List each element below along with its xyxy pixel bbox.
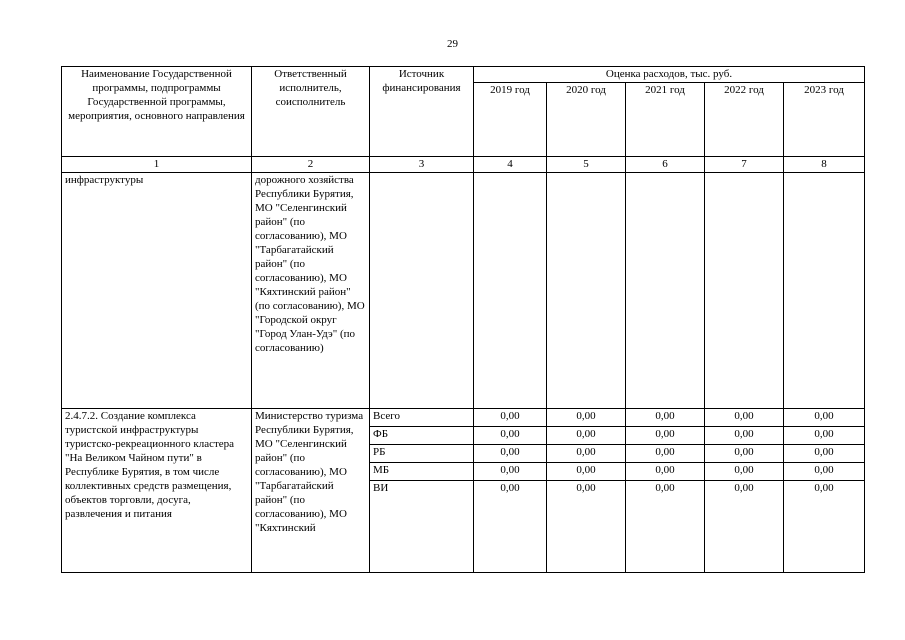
empty-cell — [784, 173, 865, 409]
column-number: 2 — [252, 157, 370, 173]
empty-cell — [547, 173, 626, 409]
value-cell: 0,00 — [626, 463, 705, 481]
row-responsible: Министерство туризма Республики Бурятия, МО "Селенгинский район" (по согласованию), МО "Тарбагатайский район" (по согласованию), МО "Кяхтинский — [252, 409, 370, 573]
value-cell: 0,00 — [626, 445, 705, 463]
row-name: 2.4.7.2. Создание комплекса туристской инфраструктуры туристско-рекреационного кластера "На Великом Чайном пути" в Республике Бурятия, в том числе коллективных средств размещения, объектов торговли, досуга, развлечения и питания — [62, 409, 252, 573]
header-year: 2020 год — [547, 83, 626, 157]
column-number: 3 — [370, 157, 474, 173]
value-cell: 0,00 — [784, 445, 865, 463]
page-number: 29 — [447, 38, 458, 50]
value-cell: 0,00 — [474, 427, 547, 445]
value-cell: 0,00 — [474, 409, 547, 427]
value-cell: 0,00 — [705, 481, 784, 573]
empty-cell — [626, 173, 705, 409]
value-cell: 0,00 — [474, 463, 547, 481]
header-year: 2021 год — [626, 83, 705, 157]
column-number: 8 — [784, 157, 865, 173]
value-cell: 0,00 — [784, 481, 865, 573]
table-row — [62, 409, 865, 427]
value-cell: 0,00 — [626, 427, 705, 445]
source-label: МБ — [370, 463, 474, 481]
value-cell: 0,00 — [547, 409, 626, 427]
value-cell: 0,00 — [705, 427, 784, 445]
row-name: инфраструктуры — [62, 173, 252, 409]
value-cell: 0,00 — [784, 463, 865, 481]
header-year: 2022 год — [705, 83, 784, 157]
value-cell: 0,00 — [547, 463, 626, 481]
empty-cell — [474, 173, 547, 409]
budget-table — [61, 66, 865, 573]
empty-cell — [705, 173, 784, 409]
value-cell: 0,00 — [474, 481, 547, 573]
header-name: Наименование Государственной программы, подпрограммы Государственной программы, мероприятия, основного направления — [62, 67, 252, 157]
header-responsible: Ответственный исполнитель, соисполнитель — [252, 67, 370, 157]
header-year: 2023 год — [784, 83, 865, 157]
table-row — [62, 173, 865, 409]
value-cell: 0,00 — [705, 445, 784, 463]
value-cell: 0,00 — [547, 445, 626, 463]
value-cell: 0,00 — [474, 445, 547, 463]
column-number: 1 — [62, 157, 252, 173]
column-number-row — [62, 157, 865, 173]
source-label: Всего — [370, 409, 474, 427]
header-costs: Оценка расходов, тыс. руб. — [474, 67, 865, 83]
source-label: ВИ — [370, 481, 474, 573]
value-cell: 0,00 — [547, 481, 626, 573]
row-responsible: дорожного хозяйства Республики Бурятия, МО "Селенгинский район" (по согласованию), МО "Тарбагатайский район" (по согласованию), МО "Кяхтинский район" (по согласованию), МО "Городской округ "Город Улан-Удэ" (по согласованию) — [252, 173, 370, 409]
header-row — [62, 67, 865, 83]
value-cell: 0,00 — [547, 427, 626, 445]
column-number: 6 — [626, 157, 705, 173]
header-year: 2019 год — [474, 83, 547, 157]
column-number: 5 — [547, 157, 626, 173]
column-number: 4 — [474, 157, 547, 173]
column-number: 7 — [705, 157, 784, 173]
value-cell: 0,00 — [705, 409, 784, 427]
row-source-empty — [370, 173, 474, 409]
value-cell: 0,00 — [705, 463, 784, 481]
value-cell: 0,00 — [784, 427, 865, 445]
header-source: Источник финансирования — [370, 67, 474, 157]
source-label: РБ — [370, 445, 474, 463]
source-label: ФБ — [370, 427, 474, 445]
value-cell: 0,00 — [626, 481, 705, 573]
value-cell: 0,00 — [626, 409, 705, 427]
value-cell: 0,00 — [784, 409, 865, 427]
